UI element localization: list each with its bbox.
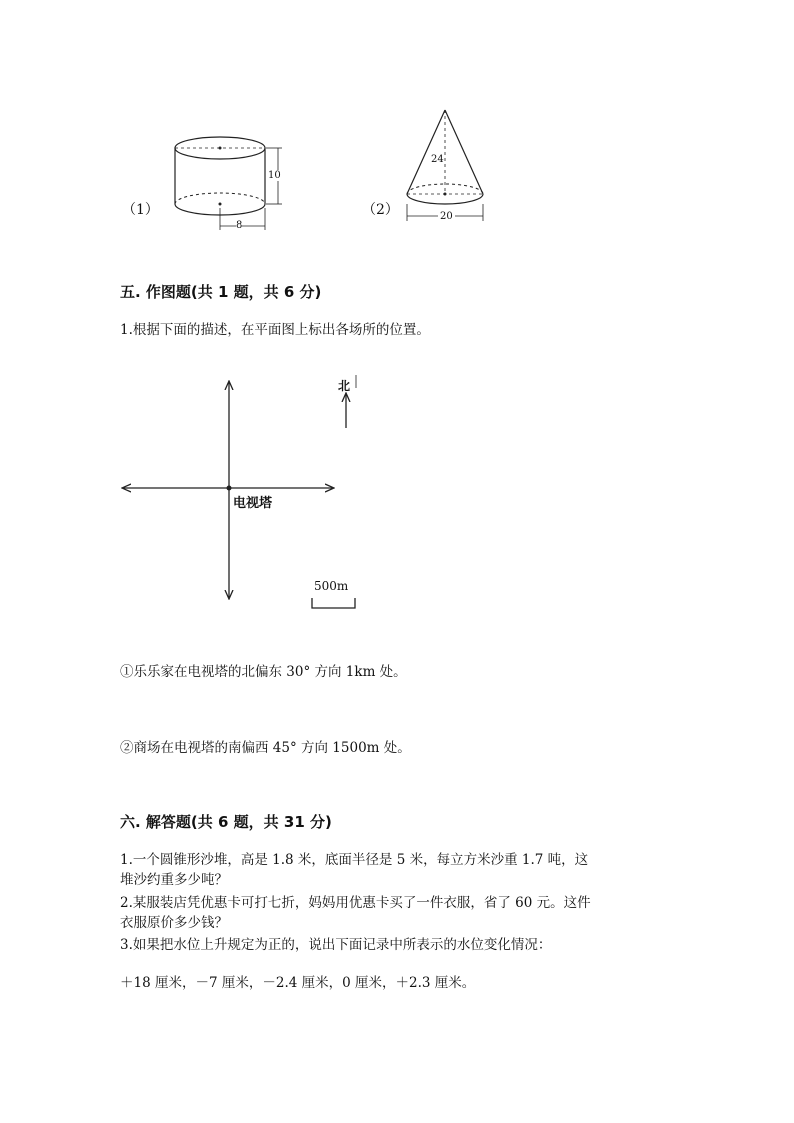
cylinder-height-label: 10: [268, 170, 281, 181]
map-item-2: ②商场在电视塔的南偏西 45° 方向 1500m 处。: [120, 740, 411, 756]
map-item-1: ①乐乐家在电视塔的北偏东 30° 方向 1km 处。: [120, 664, 407, 680]
section5-heading: 五. 作图题(共 1 题，共 6 分): [120, 283, 322, 301]
cylinder-figure: [160, 128, 290, 234]
section6-q1-line2: 堆沙约重多少吨？: [120, 872, 228, 888]
cylinder-label: （1）: [122, 202, 159, 218]
cylinder-radius-label: 8: [236, 220, 243, 231]
section6-q2-line1: 2.某服装店凭优惠卡可打七折，妈妈用优惠卡买了一件衣服，省了 60 元。这件: [120, 895, 591, 911]
north-label: 北: [338, 379, 351, 393]
section6-q2-line2: 衣服原价多少钱？: [120, 915, 228, 931]
cone-height-label: 24: [431, 154, 444, 165]
section6-q1-line1: 1.一个圆锥形沙堆，高是 1.8 米，底面半径是 5 米，每立方米沙重 1.7 吨，这: [120, 852, 589, 868]
section6-q3-line1: 3.如果把水位上升规定为正的，说出下面记录中所表示的水位变化情况：: [120, 937, 552, 953]
scale-label: 500m: [314, 579, 349, 593]
section6-heading: 六. 解答题(共 6 题，共 31 分): [120, 813, 332, 831]
cone-diameter-label: 20: [440, 211, 453, 222]
water-level-values: ＋18 厘米，－7 厘米，－2.4 厘米，0 厘米，＋2.3 厘米。: [120, 975, 476, 991]
cone-label: （2）: [362, 202, 399, 218]
cone-figure: [400, 106, 490, 224]
section5-question-1: 1.根据下面的描述，在平面图上标出各场所的位置。: [120, 322, 430, 338]
tv-tower-label: 电视塔: [233, 496, 273, 511]
